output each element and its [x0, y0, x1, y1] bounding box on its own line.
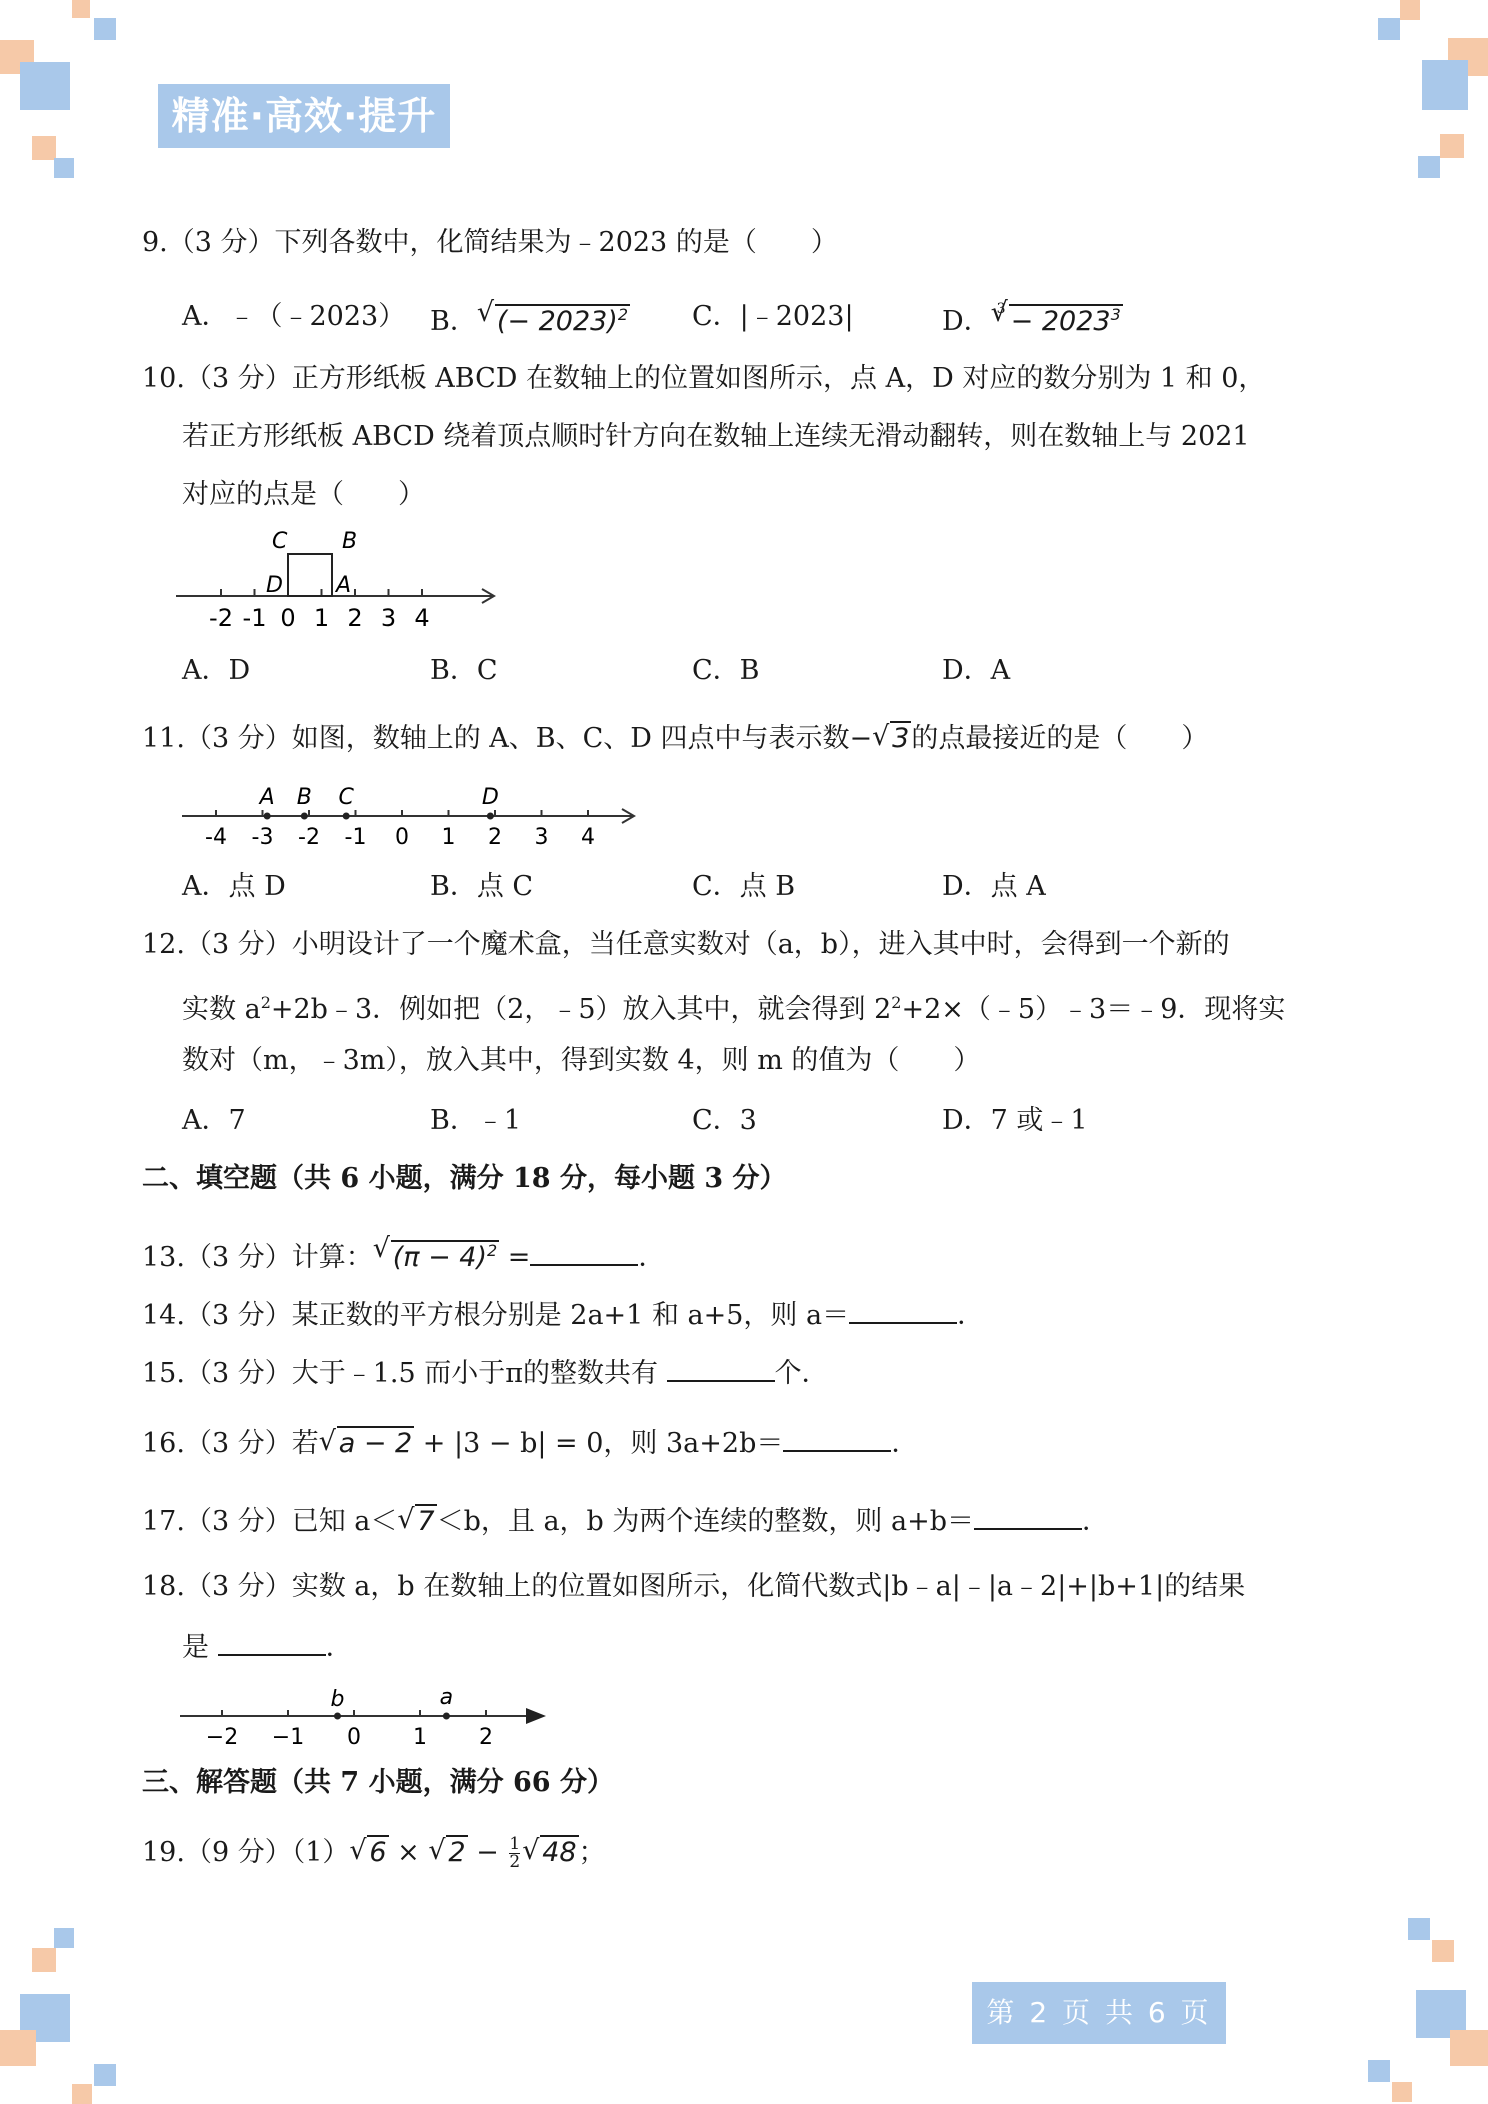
q18-line-1: 18.（3 分）实数 a，b 在数轴上的位置如图所示，化简代数式|b﹣a|﹣|a﹣2|+|b+1|的结果 — [142, 1571, 1246, 1602]
section-2-heading: 二、填空题（共 6 小题，满分 18 分，每小题 3 分） — [142, 1163, 787, 1194]
q11-tick-label: -1 — [344, 825, 367, 850]
q12-option-a: A．7 — [182, 1105, 246, 1136]
q11-tick-label: 2 — [488, 825, 502, 850]
q19: 19.（9 分）（1）√ 6 × √ 2 − $\frac{1}{2}$ √ 48； — [142, 1834, 606, 1872]
q18-point-b — [334, 1713, 341, 1720]
q11-option-d: D．点 A — [942, 871, 1046, 902]
q12-option-c: C．3 — [692, 1105, 757, 1136]
q11-points — [258, 785, 499, 820]
q11-label-d: D — [481, 785, 499, 810]
q13-answer-blank — [530, 1238, 638, 1266]
q11-label-b: B — [296, 785, 312, 810]
q11-tick-label: -3 — [251, 825, 274, 850]
q10-tick-label: 1 — [313, 604, 330, 632]
q18-tick-label: −2 — [205, 1725, 239, 1750]
q11-point-b — [301, 813, 308, 820]
q11-option-c: C．点 B — [692, 871, 796, 902]
section-3-heading: 三、解答题（共 7 小题，满分 66 分） — [142, 1767, 614, 1798]
header-banner: 精准·高效·提升 — [158, 84, 450, 148]
q13: 13.（3 分）计算：√ $(\pi - 4)^2$ = ． — [142, 1232, 665, 1277]
q10-tick-label: 4 — [414, 604, 430, 632]
q11-tick-label: 4 — [581, 825, 595, 850]
q10-tick-label: 0 — [280, 604, 296, 632]
q9-option-b: B．√ (− 2023)$^2$ — [430, 296, 630, 341]
q11-label-a: A — [259, 785, 275, 810]
q16-answer-blank — [783, 1424, 891, 1452]
q12-option-b: B．﹣1 — [430, 1105, 522, 1136]
q11-point-c — [343, 813, 350, 820]
q10-tick-label: -1 — [242, 604, 267, 632]
q16: 16.（3 分）若√ a − 2 + |3 − b| = 0，则 3a+2b＝ ． — [142, 1424, 918, 1463]
q11-number-line-figure — [176, 782, 646, 852]
q11-tick-label: 3 — [534, 825, 549, 850]
q14: 14.（3 分）某正数的平方根分别是 2a+1 和 a+5，则 a＝ ． — [142, 1296, 984, 1335]
q18-arrow — [526, 1708, 546, 1724]
q10-tick-label: 2 — [347, 604, 363, 632]
q18-tick-label: 1 — [413, 1725, 427, 1750]
q10-tick-label: -2 — [209, 604, 233, 632]
q10-label-c: C — [272, 529, 288, 554]
q18-answer-blank — [218, 1628, 326, 1656]
q10-number-line-figure — [170, 526, 510, 636]
q9-option-a: A．﹣（﹣2023） — [182, 301, 406, 332]
q18-tick-label: −1 — [271, 1725, 305, 1750]
q11-label-c: C — [338, 785, 354, 810]
q18-number-line-figure — [174, 1676, 554, 1756]
q11-point-a — [264, 813, 271, 820]
q11-option-b: B．点 C — [430, 871, 534, 902]
q10-square — [288, 554, 332, 596]
q11-tick-label: -4 — [205, 825, 227, 850]
q11-stem: 11.（3 分）如图，数轴上的 A、B、C、D 四点中与表示数−√ 3的点最接近的是（ ） — [142, 720, 1208, 758]
q10-label-a: A — [336, 573, 352, 598]
q17-answer-blank — [974, 1502, 1082, 1530]
q9-stem: 9.（3 分）下列各数中，化简结果为﹣2023 的是（ ） — [142, 227, 838, 258]
q18-tick-label: 2 — [479, 1725, 493, 1750]
q10-tick-label: 3 — [380, 604, 397, 632]
q10-option-b: B．C — [430, 655, 498, 686]
q12-line-3: 数对（m，﹣3m），放入其中，得到实数 4，则 m 的值为（ ） — [182, 1045, 981, 1076]
q11-option-a: A．点 D — [182, 871, 286, 902]
q10-label-b: B — [342, 529, 358, 554]
q11-tick-label: -2 — [298, 825, 320, 850]
q17: 17.（3 分）已知 a＜√ 7＜b，且 a，b 为两个连续的整数，则 a+b＝ ． — [142, 1502, 1109, 1541]
q10-option-c: C．B — [692, 655, 760, 686]
q10-line-1: 10.（3 分）正方形纸板 ABCD 在数轴上的位置如图所示，点 A，D 对应的数分别为 1 和 0， — [142, 363, 1266, 394]
q18-line-2: 是 ． — [182, 1628, 353, 1667]
q10-line-3: 对应的点是（ ） — [182, 479, 425, 510]
page-number-footer: 第 2 页 共 6 页 — [972, 1982, 1226, 2044]
q12-line-2: 实数 $a^2+2b﹣3$．例如把（2，﹣5）放入其中，就会得到 $2^2+2\times(﹣5)﹣3=﹣9$．现将实 — [182, 993, 1286, 1025]
q18-point-a — [443, 1713, 450, 1720]
q11-point-d — [487, 813, 494, 820]
q18-label-b: b — [330, 1687, 345, 1712]
q10-label-d: D — [266, 573, 283, 598]
q11-tick-label: 1 — [441, 825, 456, 850]
q12-option-d: D．7 或﹣1 — [942, 1105, 1088, 1136]
q15: 15.（3 分）大于﹣1.5 而小于π的整数共有 个． — [142, 1354, 829, 1393]
q12-line-1: 12.（3 分）小明设计了一个魔术盒，当任意实数对（a，b），进入其中时，会得到一个新的 — [142, 929, 1230, 960]
q10-line-2: 若正方形纸板 ABCD 绕着顶点顺时针方向在数轴上连续无滑动翻转，则在数轴上与 2021 — [182, 421, 1250, 452]
q15-answer-blank — [667, 1354, 775, 1382]
q9-option-d: D． 3 √ − $2023^3$ — [942, 296, 1123, 341]
q14-answer-blank — [849, 1296, 957, 1324]
q18-label-a: a — [439, 1685, 454, 1710]
q10-option-a: A．D — [182, 655, 251, 686]
q11-tick-label: 0 — [395, 825, 409, 850]
q10-option-d: D．A — [942, 655, 1011, 686]
q18-tick-label: 0 — [347, 1725, 361, 1750]
q9-option-c: C．|﹣2023| — [692, 301, 854, 332]
